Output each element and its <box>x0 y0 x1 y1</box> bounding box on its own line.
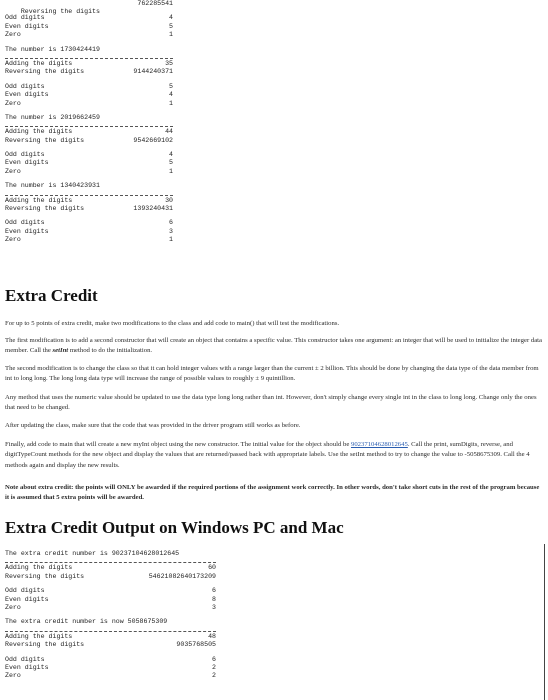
output-value: 9542669102 <box>133 136 173 144</box>
output-line <box>5 564 216 572</box>
output-label: Even digits <box>5 159 49 167</box>
output-line <box>5 68 173 76</box>
output-value: 1393240431 <box>133 205 173 213</box>
output-label: Odd digits <box>5 82 45 90</box>
output-value: 6 <box>169 219 173 227</box>
output-line <box>5 656 216 664</box>
output-line <box>5 604 216 612</box>
output-line <box>5 219 173 227</box>
output-label: Zero <box>5 672 21 680</box>
output-value: 3 <box>212 603 216 611</box>
output-label: Even digits <box>5 22 49 30</box>
output-line <box>5 91 173 99</box>
output-line <box>5 573 216 581</box>
output-value: 4 <box>169 14 173 22</box>
output-label: Reversing the digits <box>20 8 100 16</box>
output-label: Odd digits <box>5 587 45 595</box>
setint-emphasis: setInt <box>52 347 69 355</box>
extra-credit-paragraph: Any method that uses the numeric value should be updated to use the data type long long rather than int. However, don't simply change every single int in the class to long long. Change only the ones that need to be changed. <box>5 394 537 412</box>
output-value: 6 <box>212 655 216 663</box>
output-value: 6 <box>212 587 216 595</box>
output-line <box>5 159 173 167</box>
output-line <box>5 587 216 595</box>
output-value: 1 <box>169 99 173 107</box>
output-label: Zero <box>5 236 21 244</box>
output-line <box>5 137 173 145</box>
number-line: The extra credit number is now 5058675309 <box>5 618 168 626</box>
output-label: Even digits <box>5 663 49 671</box>
output-line <box>5 151 173 159</box>
output-value: 2 <box>212 672 216 680</box>
program-output-2-frame <box>0 544 545 700</box>
output-line <box>5 641 216 649</box>
output-line <box>5 100 173 108</box>
output-line <box>5 60 173 68</box>
number-line: The number is 1730424419 <box>5 45 100 53</box>
number-line: The extra credit number is 90237104628012645 <box>5 550 180 557</box>
number-line: The number is 1340423931 <box>5 182 100 190</box>
output-value: 2 <box>212 663 216 671</box>
output-line <box>5 197 173 205</box>
output-line <box>5 672 216 680</box>
output-value: 5 <box>169 82 173 90</box>
extra-credit-paragraph: The second modification is to change the class so that it can hold integer values with a range larger than the current ± 2 billion. This should be done by changing the data type of the data member from int to long long. The long long data type will increase the range of possible values to roughly ± 9 quintillion. <box>5 365 539 383</box>
output-value: 1 <box>169 31 173 39</box>
extra-credit-paragraph: After updating the class, make sure that the code that was provided in the driver program still works as before. <box>5 422 301 429</box>
output-value: 60 <box>208 564 216 572</box>
output-label: Zero <box>5 167 21 175</box>
output-line <box>5 664 216 672</box>
dashed-separator <box>5 195 173 196</box>
output-line <box>5 236 173 244</box>
output-label: Adding the digits <box>5 632 73 640</box>
output-value: 9035768505 <box>176 641 216 649</box>
number-line: The number is 2019662459 <box>5 113 100 121</box>
extra-credit-note: Note about extra credit: the points will ONLY be awarded if the required portions of the assignment work correctly. In other words, don't take short cuts in the rest of the program because it is assumed that 5 extra points will be awarded. <box>5 484 540 502</box>
dashed-separator <box>5 126 173 127</box>
dashed-separator <box>5 58 173 59</box>
output-line <box>5 0 173 16</box>
output-line <box>5 23 173 31</box>
extra-credit-paragraph: Finally, add code to main that will create a new myInt object using the new constructor. The initial value for the object should be 90237104628012645. Call the print, sumDigits, reverse, and digitTypeCount methods for the new object and display the values that are returned/passed back with appropriate labels. Use the setInt method to try to change the value to -5058675309. Call the 4 methods again and display the new results. <box>5 441 530 469</box>
extra-credit-paragraph: The first modification is to add a second constructor that will create an object that contains a specific value. This constructor takes one argument: an integer that will be used to initialize the integer data member. Call the setInt method to do the initialization. <box>5 337 542 355</box>
output-line <box>5 596 216 604</box>
output-value: 4 <box>169 91 173 99</box>
output-line <box>5 168 173 176</box>
output-line <box>5 228 173 236</box>
output-value: 1 <box>169 236 173 244</box>
output-line <box>5 205 173 213</box>
output-value: 54621082640173209 <box>148 572 216 580</box>
output-label: Adding the digits <box>5 196 73 204</box>
output-label: Odd digits <box>5 151 45 159</box>
dashed-separator <box>5 631 216 632</box>
output-line <box>5 633 216 641</box>
output-label: Zero <box>5 99 21 107</box>
output-label: Reversing the digits <box>5 205 85 213</box>
output-value: 30 <box>165 196 173 204</box>
program-output-2 <box>5 550 216 681</box>
dashed-separator <box>5 562 216 563</box>
output-value: 3 <box>169 227 173 235</box>
extra-credit-output-heading: Extra Credit Output on Windows PC and Mac <box>5 518 344 537</box>
output-label: Adding the digits <box>5 564 73 572</box>
output-value: 762285541 <box>137 0 173 7</box>
output-label: Zero <box>5 603 21 611</box>
output-label: Even digits <box>5 595 49 603</box>
output-label: Odd digits <box>5 14 45 22</box>
output-label: Adding the digits <box>5 59 73 67</box>
output-label: Adding the digits <box>5 128 73 136</box>
output-label: Reversing the digits <box>5 572 85 580</box>
output-value: 1 <box>169 167 173 175</box>
output-label: Reversing the digits <box>5 136 85 144</box>
output-label: Even digits <box>5 227 49 235</box>
output-label: Reversing the digits <box>5 641 85 649</box>
output-value: 5 <box>169 22 173 30</box>
output-value: 35 <box>165 59 173 67</box>
output-label: Zero <box>5 31 21 39</box>
output-value: 8 <box>212 595 216 603</box>
output-line <box>5 14 173 22</box>
output-label: Even digits <box>5 91 49 99</box>
program-output-1 <box>5 0 173 245</box>
extra-credit-heading: Extra Credit <box>5 286 98 305</box>
output-label: Odd digits <box>5 219 45 227</box>
phone-number-link[interactable]: 90237104628012645 <box>350 441 408 448</box>
output-label: Odd digits <box>5 655 45 663</box>
output-line <box>5 31 173 39</box>
output-value: 9144240371 <box>133 68 173 76</box>
output-value: 5 <box>169 159 173 167</box>
output-label: Reversing the digits <box>5 68 85 76</box>
output-value: 48 <box>208 632 216 640</box>
output-line <box>5 83 173 91</box>
output-value: 4 <box>169 151 173 159</box>
output-value: 44 <box>165 128 173 136</box>
extra-credit-paragraph: For up to 5 points of extra credit, make two modifications to the class and add code to main() that will test the modifications. <box>5 320 340 327</box>
output-line <box>5 128 173 136</box>
